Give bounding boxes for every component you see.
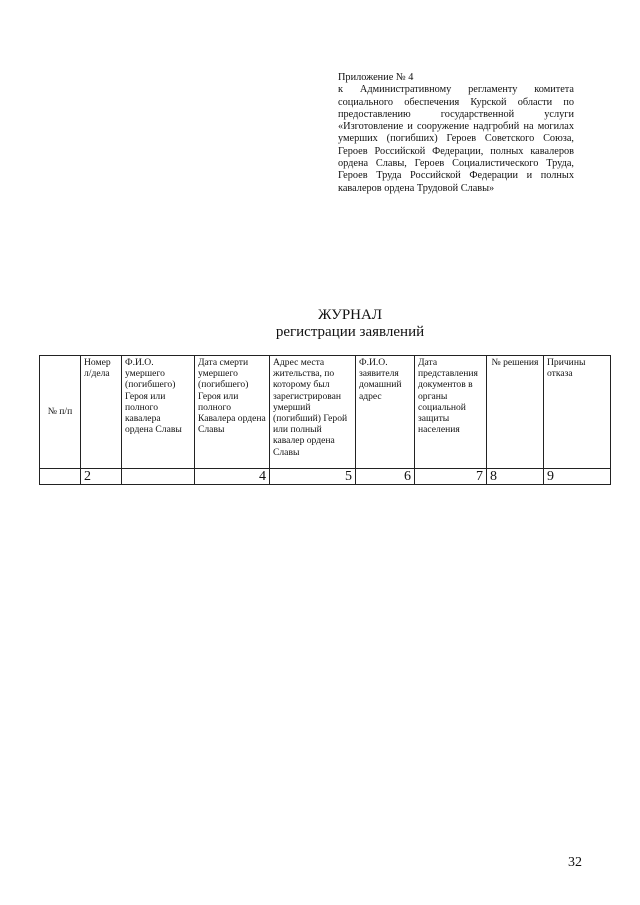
col-header-number: № п/п <box>40 356 81 469</box>
table-cell <box>122 469 195 485</box>
table-cell: 8 <box>487 469 544 485</box>
appendix-block <box>338 72 574 195</box>
table-cell <box>40 469 81 485</box>
table-cell: 6 <box>356 469 415 485</box>
col-header-address: Адрес места жительства, по которому был зарегистрирован умерший (погибший) Герой или полный кавалер ордена Славы <box>270 356 356 469</box>
table-cell: 9 <box>544 469 611 485</box>
journal-subtitle: регистрации заявлений <box>275 324 425 340</box>
col-header-applicant: Ф.И.О. заявителя домашний адрес <box>356 356 415 469</box>
appendix-text: к Административному регламенту комитета социального обеспечения Курской области по предоставлению государственной услуги «Изготовление и сооружение надгробий на могилах умерших (погибших) Героев Советского Союза, Героев Российской Федерации, полных кавалеров ордена Славы, Героев Социалистического Труда, Героев Труда Российской Федерации и полных кавалеров ордена Трудовой Славы» <box>338 84 574 194</box>
journal-title: ЖУРНАЛ <box>317 307 383 323</box>
table-cell: 4 <box>195 469 270 485</box>
table-cell: 2 <box>81 469 122 485</box>
col-header-submission-date: Дата представления документов в органы социальной защиты населения <box>415 356 487 469</box>
col-header-case-number: Номер л/дела <box>81 356 122 469</box>
page-number: 32 <box>568 855 582 870</box>
col-header-decision-number: № решения <box>487 356 544 469</box>
col-header-death-date: Дата смерти умершего (погибшего) Героя или полного Кавалера ордена Славы <box>195 356 270 469</box>
table-cell: 5 <box>270 469 356 485</box>
table-header-row <box>40 356 611 469</box>
registration-table <box>39 355 611 485</box>
col-header-refusal-reasons: Причины отказа <box>544 356 611 469</box>
col-header-hero-name: Ф.И.О. умершего (погибшего) Героя или полного кавалера ордена Славы <box>122 356 195 469</box>
table-cell: 7 <box>415 469 487 485</box>
appendix-title: Приложение № 4 <box>338 72 414 83</box>
table-row <box>40 469 611 485</box>
